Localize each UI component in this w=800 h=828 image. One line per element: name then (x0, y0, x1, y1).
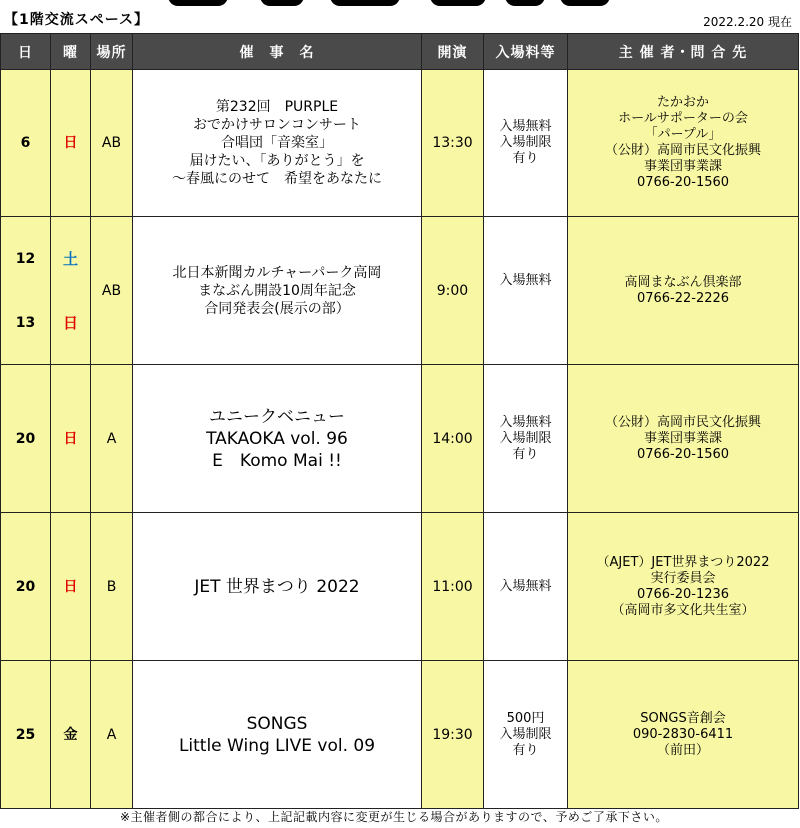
event-title-line: 合唱団「音楽室」 (221, 135, 333, 151)
fee-line: 有り (512, 742, 539, 758)
organizer-line: 「パープル」 (644, 127, 722, 142)
event-title-line: ～春風にのせて 希望をあなたに (172, 171, 382, 187)
organizer-line: 事業団事業課 (643, 159, 722, 174)
table-row (1, 70, 799, 217)
event-title-line: まなぶん開設10周年記念 (198, 282, 356, 299)
fee-cell (484, 365, 568, 513)
event-title-line: おでかけサロンコンサート (193, 117, 361, 133)
event-title-line: 合同発表会(展示の部） (204, 300, 350, 317)
organizer-line: 0766-20-1236 (636, 586, 730, 602)
start-time-cell: 11:00 (422, 513, 484, 661)
table-row (1, 365, 799, 513)
table-row (1, 661, 799, 809)
event-title-cell (133, 217, 422, 365)
event-title-cell (133, 513, 422, 661)
header-place: 場所 (91, 34, 133, 70)
event-title-line: SONGS (246, 713, 308, 734)
organizer-cell (568, 70, 799, 217)
header-fee: 入場料等 (484, 34, 568, 70)
fee-line: 入場制限 (499, 430, 552, 446)
place-cell: AB (91, 70, 133, 217)
start-time-cell: 14:00 (422, 365, 484, 513)
fee-cell (484, 513, 568, 661)
start-time-cell: 19:30 (422, 661, 484, 809)
day-cell: 20 (1, 365, 51, 513)
organizer-line: 0766-20-1560 (636, 446, 730, 462)
weekday-cell: 日 (51, 70, 91, 217)
day-value: 13 (15, 314, 36, 331)
fee-line: 有り (512, 446, 539, 462)
weekday-cell: 日 (51, 513, 91, 661)
header-organizer: 主 催 者・問 合 先 (568, 34, 799, 70)
fee-line: 有り (512, 151, 539, 166)
fee-line: 入場無料 (499, 119, 552, 134)
weekday-cell: 金 (51, 661, 91, 809)
start-time-cell: 9:00 (422, 217, 484, 365)
event-title-line: E Komo Mai !! (212, 450, 342, 471)
organizer-line: 090-2830-6411 (632, 726, 734, 742)
organizer-cell (568, 365, 799, 513)
weekday-value: 土 (62, 249, 78, 268)
fee-line: 入場無料 (499, 273, 552, 288)
event-title-cell (133, 70, 422, 217)
event-title-line: ユニークベニュー (209, 406, 345, 427)
footer-note: ※主催者側の都合により、上記記載内容に変更が生じる場合がありますので、予めご了承下さい。 (120, 810, 668, 824)
event-title-line: JET 世界まつり 2022 (194, 576, 360, 597)
organizer-cell (568, 513, 799, 661)
organizer-line: ホールサポーターの会 (618, 111, 748, 126)
organizer-cell (568, 661, 799, 809)
day-cell (1, 217, 51, 365)
fee-line: 入場制限 (499, 135, 552, 150)
event-schedule-table (0, 33, 799, 809)
fee-line: 入場制限 (499, 726, 552, 742)
fee-line: 入場無料 (499, 578, 552, 594)
start-time-cell: 13:30 (422, 70, 484, 217)
day-cell: 20 (1, 513, 51, 661)
organizer-line: （公財）高岡市民文化振興 (604, 414, 761, 430)
event-title-line: TAKAOKA vol. 96 (206, 428, 348, 449)
header-event: 催 事 名 (133, 34, 422, 70)
event-title-line: Little Wing LIVE vol. 09 (178, 735, 376, 756)
organizer-cell (568, 217, 799, 365)
organizer-line: 実行委員会 (650, 570, 716, 586)
fee-line: 500円 (506, 710, 545, 726)
fee-cell (484, 70, 568, 217)
organizer-line: SONGS音創会 (640, 710, 726, 726)
weekday-cell: 日 (51, 365, 91, 513)
table-row (1, 217, 799, 365)
header-start: 開演 (422, 34, 484, 70)
organizer-line: 0766-20-1560 (636, 175, 730, 190)
header-day: 日 (1, 34, 51, 70)
organizer-line: （AJET）JET世界まつり2022 (596, 554, 770, 570)
place-cell: AB (91, 217, 133, 365)
header-weekday: 曜 (51, 34, 91, 70)
day-cell: 6 (1, 70, 51, 217)
table-header-row (1, 34, 799, 70)
weekday-cell (51, 217, 91, 365)
event-title-line: 届けたい、「ありがとう」を (189, 153, 365, 169)
section-title: 【1階交流スペース】 (4, 12, 150, 28)
event-title-cell (133, 661, 422, 809)
event-title-cell (133, 365, 422, 513)
event-title-line: 北日本新聞カルチャーパーク高岡 (172, 264, 382, 281)
fee-cell (484, 661, 568, 809)
day-cell: 25 (1, 661, 51, 809)
as-of-date: 2022.2.20 現在 (703, 15, 792, 29)
fee-line: 入場無料 (499, 414, 552, 430)
table-row (1, 513, 799, 661)
organizer-line: （前田） (656, 742, 709, 758)
place-cell: B (91, 513, 133, 661)
organizer-line: （高岡市多文化共生室） (611, 602, 755, 618)
weekday-value: 日 (62, 313, 78, 332)
place-cell: A (91, 661, 133, 809)
organizer-line: 事業団事業課 (643, 430, 722, 446)
place-cell: A (91, 365, 133, 513)
fee-cell (484, 217, 568, 365)
day-value: 12 (15, 250, 36, 267)
organizer-line: たかおか (656, 95, 709, 110)
event-title-line: 第232回 PURPLE (215, 99, 339, 115)
organizer-line: 高岡まなぶん倶楽部 (624, 274, 742, 290)
organizer-line: （公財）高岡市民文化振興 (604, 143, 761, 158)
organizer-line: 0766-22-2226 (636, 290, 730, 306)
